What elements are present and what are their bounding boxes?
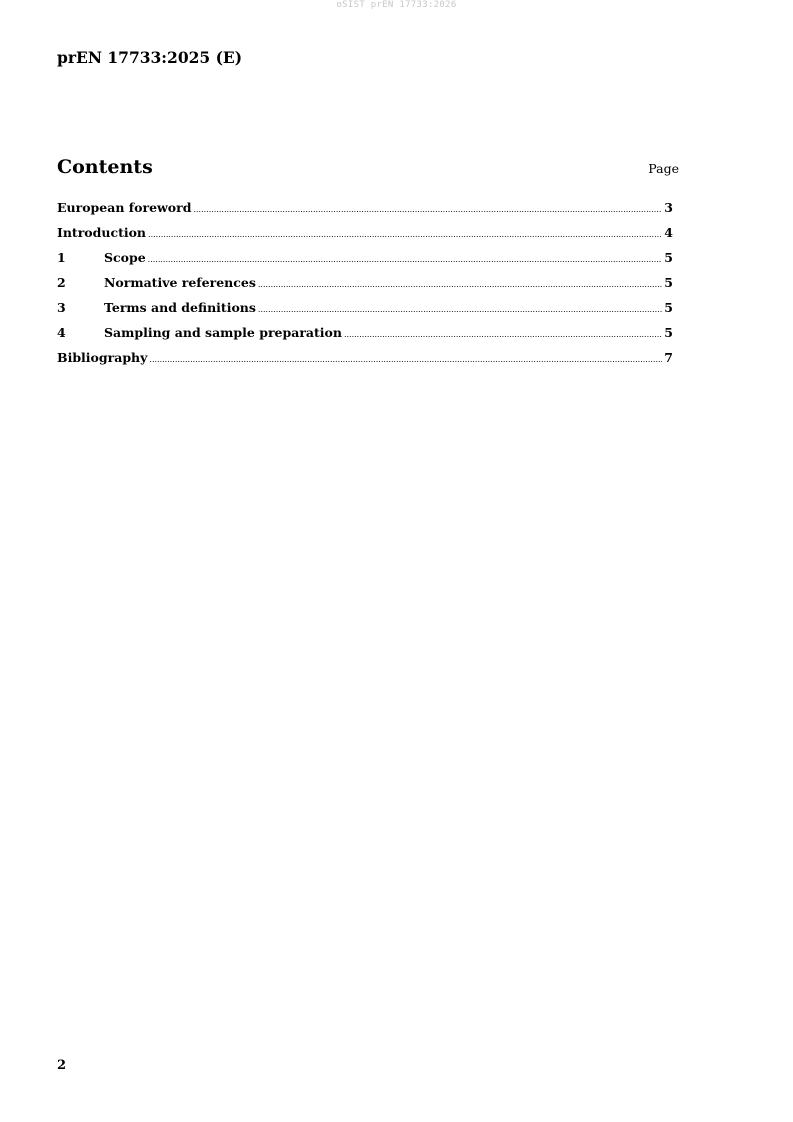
toc-list: [57, 200, 673, 375]
toc-entry-page: 7: [664, 350, 673, 365]
toc-entry-number: 2: [57, 275, 66, 290]
toc-leader-dots: [149, 355, 662, 364]
toc-leader-dots: [148, 255, 663, 264]
document-id: prEN 17733:2025 (E): [57, 48, 243, 67]
toc-entry-introduction[interactable]: [57, 225, 673, 250]
toc-leader-dots: [344, 330, 662, 339]
toc-leader-dots: [258, 305, 662, 314]
toc-entry-sampling-and-sample-preparation[interactable]: [57, 325, 673, 350]
toc-entry-page: 5: [664, 300, 673, 315]
toc-entry-label: Introduction: [57, 225, 147, 240]
watermark: oSIST prEN 17733:2026: [336, 0, 457, 10]
page-number: 2: [57, 1058, 67, 1073]
toc-heading: [57, 156, 679, 182]
toc-entry-normative-references[interactable]: [57, 275, 673, 300]
toc-entry-page: 4: [664, 225, 673, 240]
toc-entry-number: 1: [57, 250, 66, 265]
toc-entry-terms-and-definitions[interactable]: [57, 300, 673, 325]
toc-entry-european-foreword[interactable]: [57, 200, 673, 225]
toc-leader-dots: [193, 205, 662, 214]
toc-entry-label: Sampling and sample preparation: [104, 325, 342, 340]
toc-entry-scope[interactable]: [57, 250, 673, 275]
toc-entry-page: 5: [664, 250, 673, 265]
toc-entry-label: Scope: [104, 250, 146, 265]
toc-entry-label: Bibliography: [57, 350, 148, 365]
toc-entry-page: 5: [664, 275, 673, 290]
toc-entry-label: Normative references: [104, 275, 256, 290]
toc-entry-page: 3: [664, 200, 673, 215]
toc-entry-bibliography[interactable]: [57, 350, 673, 375]
toc-title: Contents: [57, 156, 153, 178]
toc-leader-dots: [258, 280, 662, 289]
toc-entry-page: 5: [664, 325, 673, 340]
toc-page-column-label: Page: [648, 161, 679, 176]
toc-leader-dots: [148, 230, 662, 239]
toc-entry-label: Terms and definitions: [104, 300, 256, 315]
toc-entry-number: 4: [57, 325, 66, 340]
toc-entry-label: European foreword: [57, 200, 192, 215]
toc-entry-number: 3: [57, 300, 66, 315]
